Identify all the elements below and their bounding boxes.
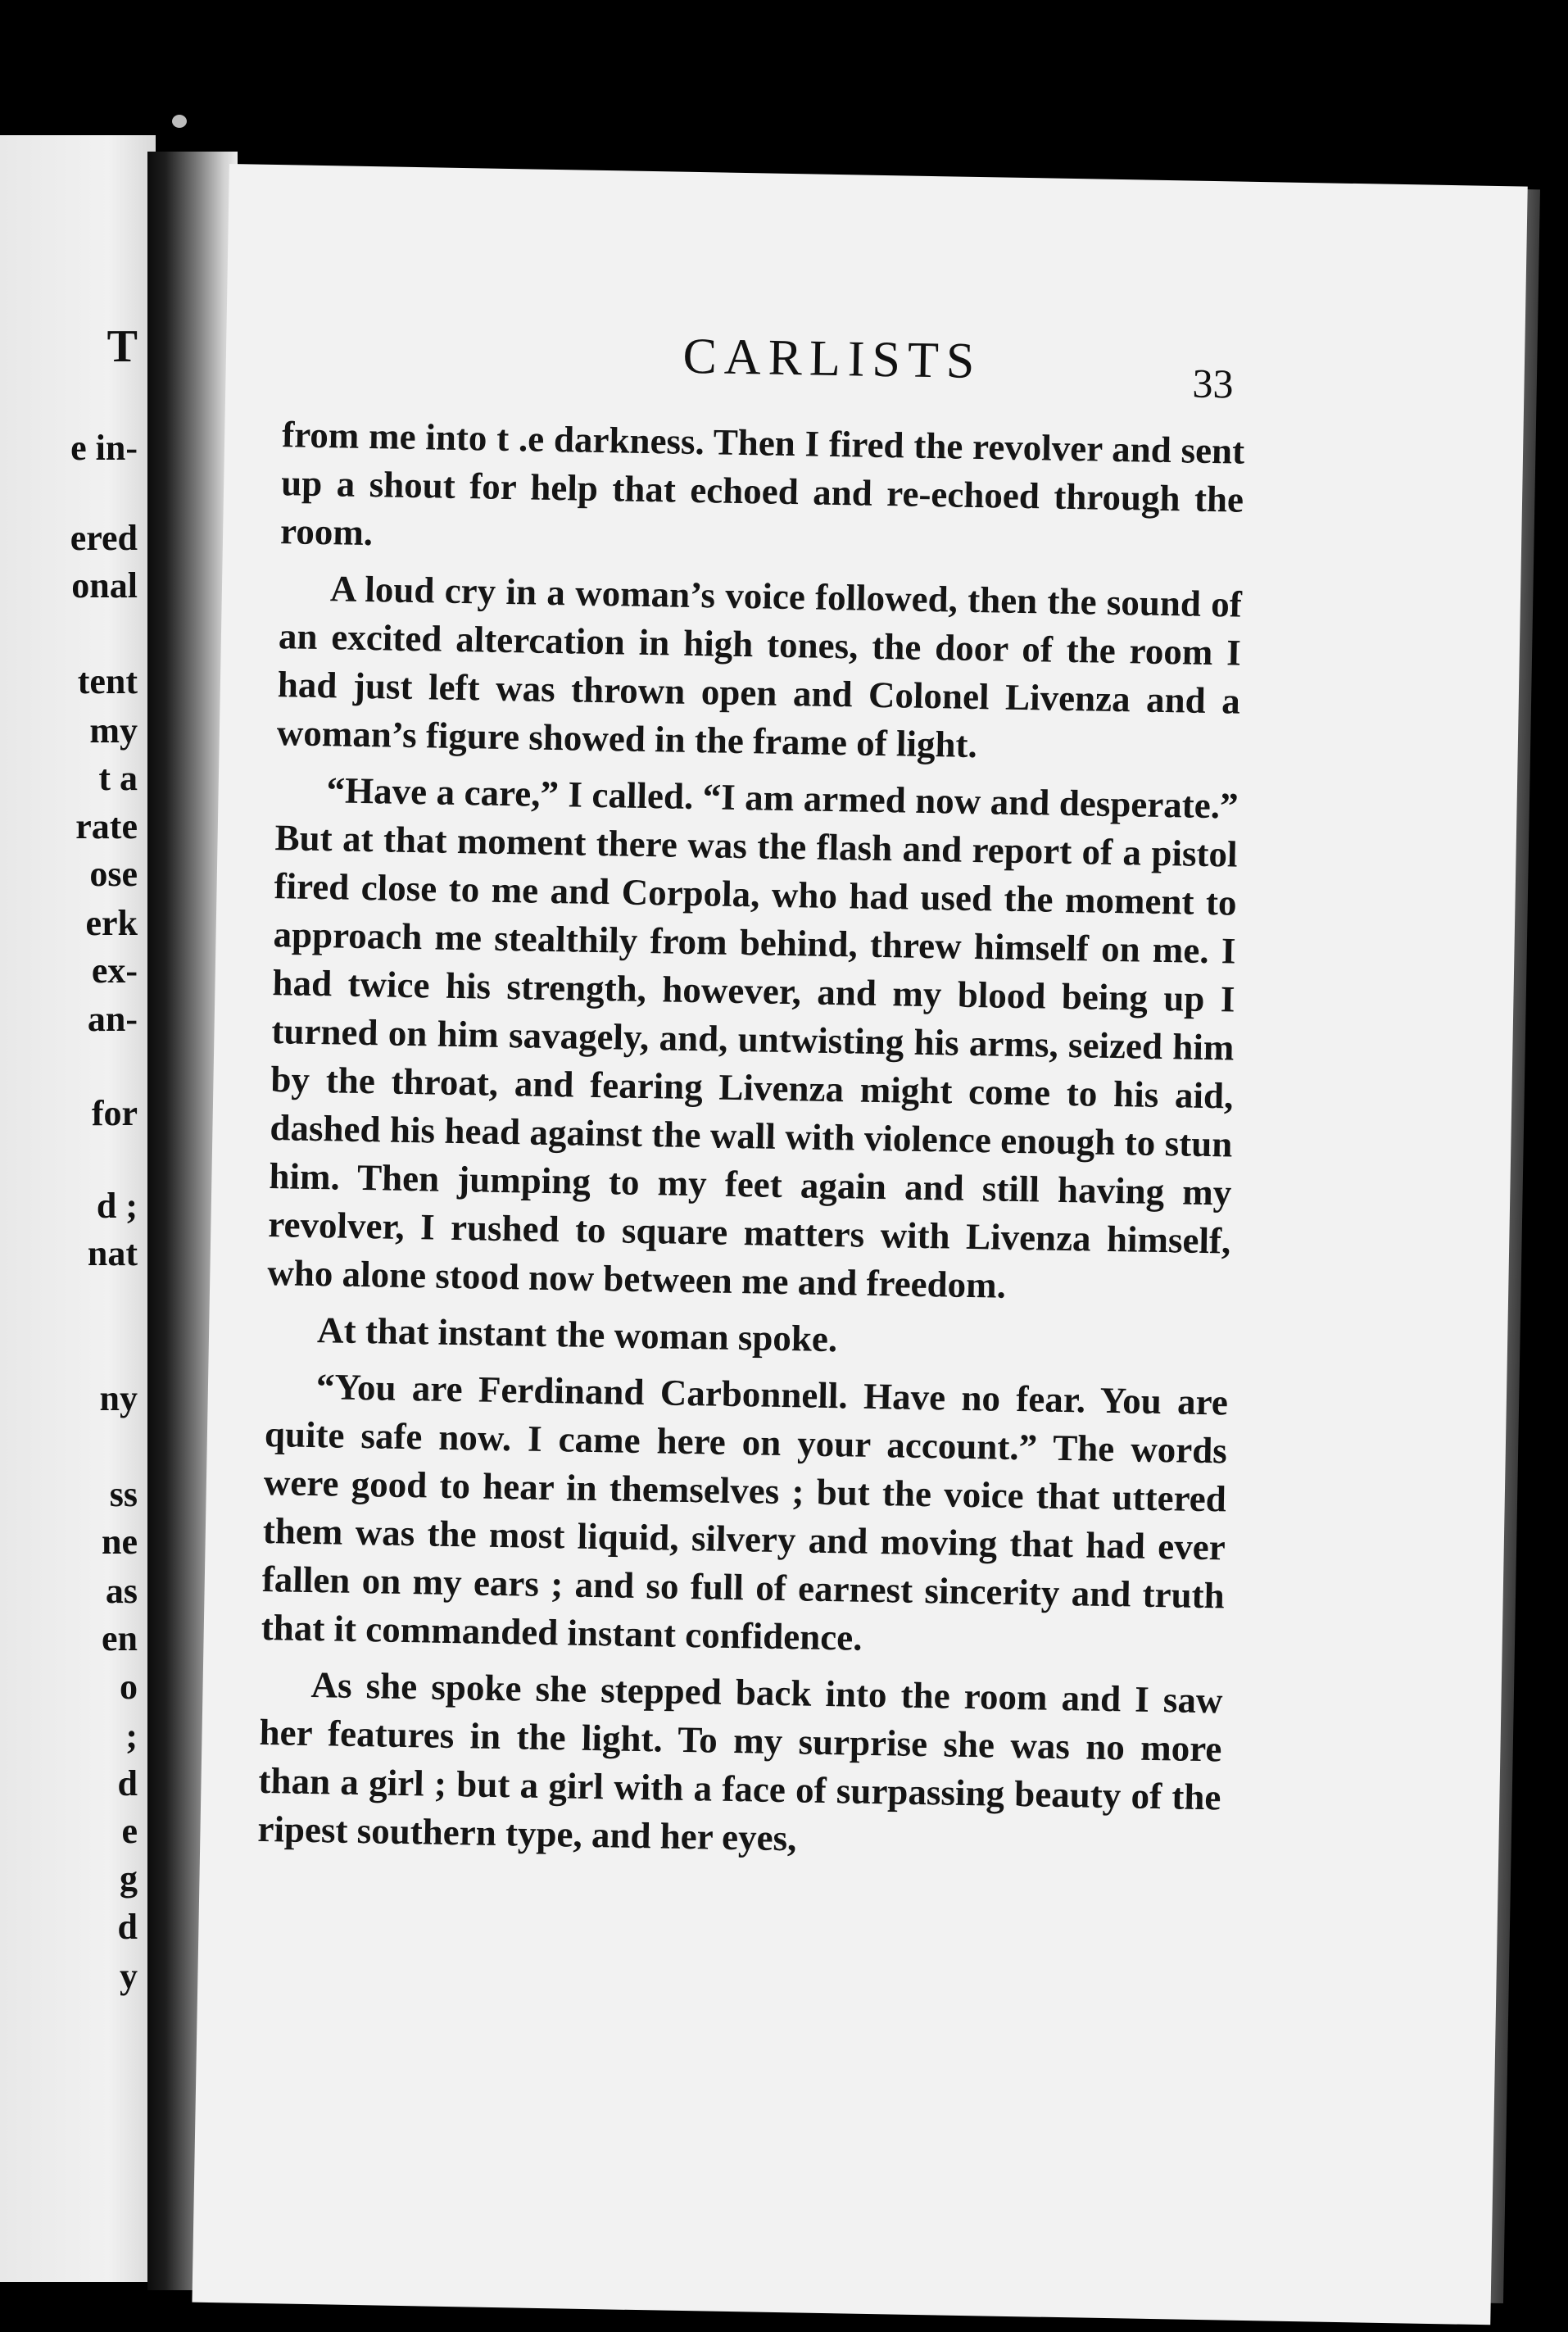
left-page-fragment: ss: [109, 1474, 138, 1514]
page-number: 33: [1192, 360, 1234, 407]
left-page-fragment: ;: [125, 1716, 138, 1756]
left-page-fragment: an-: [87, 999, 138, 1039]
paragraph: “Have a care,” I called. “I am armed now and desperate.” But at that moment there was the flash and report of a pistol fired close to me and Corpola, who had used the moment to approach me stealthily from behind, threw himself on me. I had twice his strength, however, and my blood being up I turned on him savagely, and, untwisting his arms, seized him by the throat, and fearing Livenza might come to his aid, dashed his head against the wall with violence enough to stun him. Then jumping to my feet again and still having my revolver, I rushed to square matters with Livenza himself, who alone stood now between me and freedom.: [266, 769, 1239, 1306]
paragraph: from me into t .e darkness. Then I fired the revolver and sent up a shout for help that echoed and re-echoed through the room.: [279, 414, 1245, 554]
dust-speck: [172, 115, 187, 128]
left-page-fragment: T: [106, 321, 138, 372]
left-page-fragment: nat: [87, 1233, 138, 1273]
left-page-fragment: tent: [77, 661, 138, 701]
left-page-fragment: ne: [102, 1522, 138, 1562]
left-page-fragment: y: [120, 1956, 138, 1996]
left-page-fragment: e: [121, 1811, 138, 1851]
left-page-fragment: ny: [99, 1378, 138, 1418]
right-page: [192, 164, 1527, 2325]
body-text: [257, 411, 1245, 1878]
paragraph: A loud cry in a woman’s voice followed, then the sound of an excited altercation in high tones, the door of the room I had just left was thrown open and Colonel Livenza and a woman’s figure showed in the frame of light.: [276, 568, 1243, 766]
left-page-fragment: g: [120, 1858, 138, 1899]
left-page-fragment: erk: [85, 903, 138, 943]
left-page: [0, 135, 156, 2282]
running-head: CARLISTS: [682, 328, 982, 390]
left-page-fragment: as: [105, 1571, 138, 1611]
left-page-fragment: d: [117, 1763, 138, 1803]
left-page-fragment: my: [89, 710, 138, 751]
paragraph: “You are Ferdinand Carbonnell. Have no fear. You are quite safe now. I came here on your account.” The words were good to hear in themselves ; but the voice that uttered them was the most liquid, silvery and moving that had ever fallen on my ears ; and so full of earnest sincerity and truth that it commanded instant confidence.: [261, 1366, 1229, 1658]
left-page-fragment: for: [91, 1093, 138, 1133]
left-page-fragment: ered: [70, 518, 138, 558]
left-page-fragment: onal: [71, 565, 138, 606]
left-page-fragment: t a: [98, 758, 138, 798]
left-page-fragment: o: [120, 1667, 138, 1707]
left-page-fragment: d: [117, 1907, 138, 1947]
left-page-fragment: ose: [89, 854, 138, 894]
paragraph: As she spoke she stepped back into the room and I saw her features in the light. To my surprise she was no more than a girl ; but a girl with a face of surpassing beauty of the ripest southern type, and her eyes,: [257, 1664, 1223, 1859]
left-page-fragment: e in-: [70, 428, 138, 468]
left-page-fragment: rate: [75, 806, 138, 846]
left-page-fragment: en: [102, 1618, 138, 1658]
left-page-fragment: ex-: [91, 950, 138, 991]
paragraph: At that instant the woman spoke.: [316, 1309, 838, 1360]
left-page-fragment: d ;: [96, 1186, 138, 1226]
